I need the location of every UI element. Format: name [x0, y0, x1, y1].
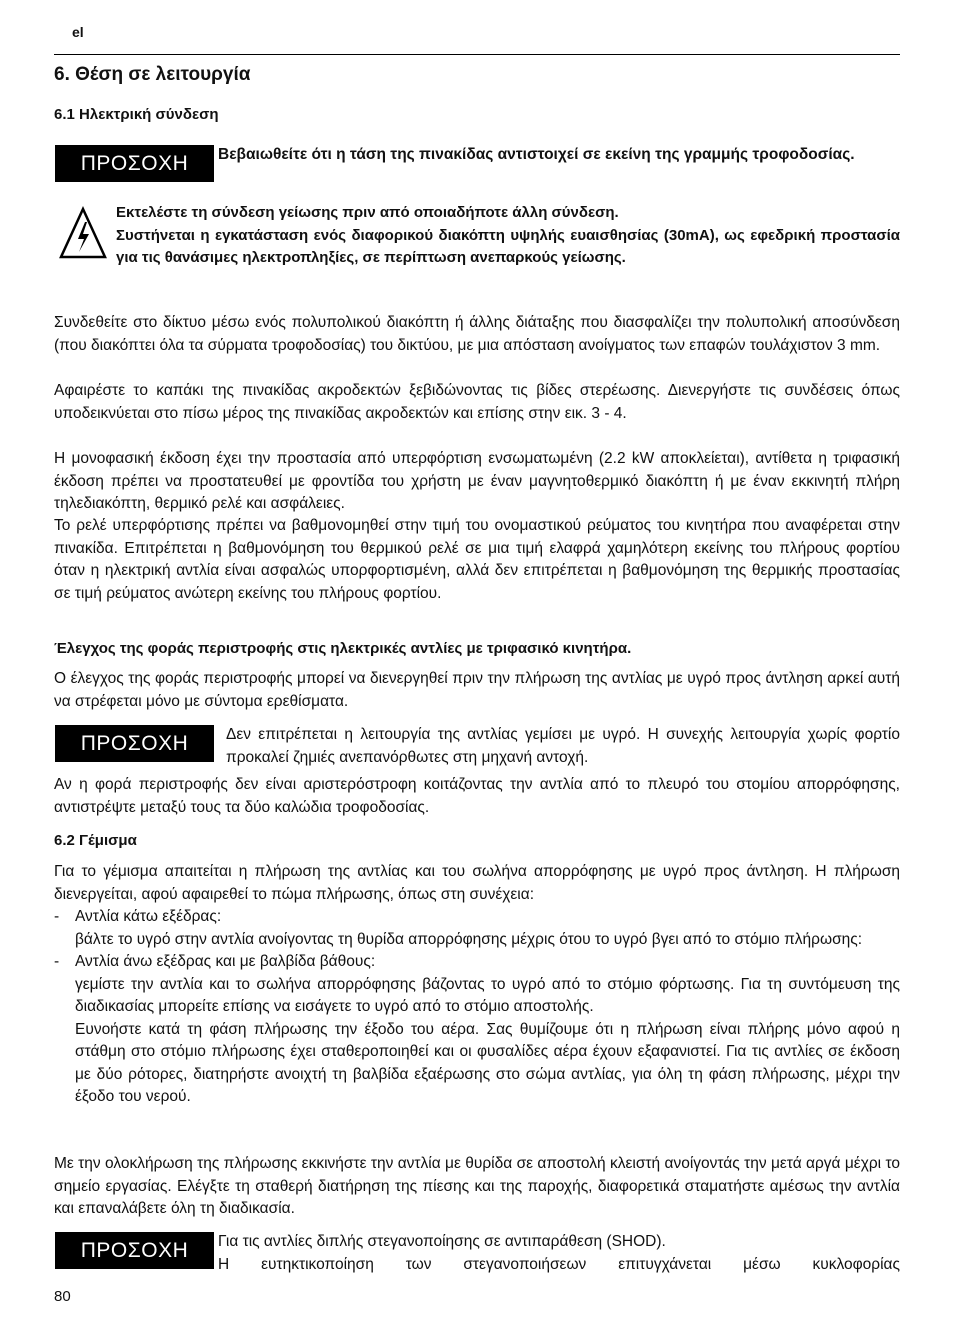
earth-connection-warning: Εκτελέστε τη σύνδεση γείωσης πριν από οποιαδήποτε άλλη σύνδεση.	[116, 204, 619, 221]
subsection-title-filling: 6.2 Γέμισμα	[54, 832, 137, 849]
paragraph-reverse-rotation: Αν η φορά περιστροφής δεν είναι αριστερόστροφη κοιτάζοντας την αντλία από το πλευρό του στομίου απορρόφησης, αντιστρέψτε μεταξύ τους τα δύο καλώδια τροφοδοσίας.	[54, 776, 900, 816]
list-item-body: γεμίστε την αντλία και το σωλήνα απορρόφησης βάζοντας το υγρό από το στόμιο φόρτωσης. Για τη συντόμευση της διαδικασίας μπορείτε επίσης να εισάγετε το υγρό από το στόμιο αποστολής.	[75, 975, 900, 1015]
list-item-heading: Αντλία κάτω εξέδρας:	[75, 908, 222, 925]
list-item: - Αντλία άνω εξέδρας και με βαλβίδα βάθους: γεμίστε την αντλία και το σωλήνα απορρόφησης βάζοντας το υγρό από το στόμιο φόρτωσης. Για τη συντόμευση της διαδικασίας μπορείτε επίσης να εισάγετε το υγρό από το στόμιο αποστολής. Ευνοήστε κατά τη φάση πλήρωσης την έξοδο του αέρα. Σας θυμίζουμε ότι η πλήρωση είναι πλήρης μόνο αφού η στάθμη στο στόμιο πλήρωσης έχει σταθεροποιηθεί και οι φυσαλίδες αέρα έχουν εξαφανιστεί. Για τις αντλίες σε έκδοση με δύο ρότορες, διατηρήστε ανοιχτή τη βαλβίδα εξαέρωσης στο σώμα αντλίας, για όλη τη φάση πλήρωσης, μέχρι την έξοδο του νερού.	[54, 951, 900, 1109]
paragraph-after-filling: Με την ολοκλήρωση της πλήρωσης εκκινήστε την αντλία με θυρίδα σε αποστολή κλειστή ανοίγοντάς την μετά αργά μέχρι το σημείο εργασίας. Ελέγξτε τη σταθερή διατήρηση της πίεσης και της παροχής, διαφορετικά σταματήστε αμέσως την αντλία και επαναλάβετε όλη τη διαδικασία.	[54, 1155, 900, 1217]
caution-text-shod	[218, 1231, 900, 1276]
page-number: 80	[54, 1288, 71, 1305]
paragraph-terminal-board: Αφαιρέστε το καπάκι της πινακίδας ακροδεκτών ξεβιδώνοντας τις βίδες στερέωσης. Διενεργήστε τις συνδέσεις όπως υποδεικνύεται στο πίσω μέρος της πινακίδας ακροδεκτών και επίσης στην εικ. 3 - 4.	[54, 382, 900, 422]
caution-badge: ΠΡΟΣΟΧΗ	[55, 145, 214, 182]
caution-text-voltage: Βεβαιωθείτε ότι η τάση της πινακίδας αντιστοιχεί σε εκείνη της γραμμής τροφοδοσίας.	[218, 146, 855, 163]
subsection-title-electrical: 6.1 Ηλεκτρική σύνδεση	[54, 106, 219, 123]
section-title: 6. Θέση σε λειτουργία	[54, 64, 251, 85]
filling-methods-list	[54, 906, 900, 1109]
differential-switch-warning: Συστήνεται η εγκατάσταση ενός διαφορικού διακόπτη υψηλής ευαισθησίας (30mA), ως εφεδρική προστασία για τις θανάσιμες ηλεκτροπληξίες, σε περίπτωση ανεπαρκούς γείωσης.	[116, 226, 900, 266]
electrical-warning	[116, 202, 900, 270]
list-item-body: Ευνοήστε κατά τη φάση πλήρωσης την έξοδο του αέρα. Σας θυμίζουμε ότι η πλήρωση είναι πλήρης μόνο αφού η στάθμη στο στόμιο πλήρωσης έχει σταθεροποιηθεί και οι φυσαλίδες αέρα έχουν εξαφανιστεί. Για τις αντλίες σε έκδοση με δύο ρότορες, διατηρήστε ανοιχτή τη βαλβίδα εξαέρωσης στο σώμα αντλίας, για όλη τη φάση πλήρωσης, μέχρι την έξοδο του νερού.	[75, 1020, 900, 1105]
list-item-heading: Αντλία άνω εξέδρας και με βαλβίδα βάθους:	[75, 953, 376, 970]
list-item: - Αντλία κάτω εξέδρας: βάλτε το υγρό στην αντλία ανοίγοντας τη θυρίδα απορρόφησης μέχρις ότου το υγρό βγει από το στόμιο πλήρωσης:	[54, 906, 900, 951]
caution-badge: ΠΡΟΣΟΧΗ	[55, 725, 214, 762]
language-code: el	[72, 24, 84, 40]
paragraph-filling-intro: Για το γέμισμα απαιτείται η πλήρωση της αντλίας και του σωλήνα απορρόφησης με υγρό προς άντληση. Η πλήρωση διενεργείται, αφού αφαιρεθεί το πώμα πλήρωσης, όπως στη συνέχεια:	[54, 863, 900, 903]
caution-text-dry-run: Δεν επιτρέπεται η λειτουργία της αντλίας γεμίσει με υγρό. Η συνεχής λειτουργία χωρίς φορτίο προκαλεί ζημιές ανεπανόρθωτες στη μηχανή αντοχή.	[226, 726, 900, 766]
shod-line-1: Για τις αντλίες διπλής στεγανοποίησης σε αντιπαράθεση (SHOD).	[218, 1233, 666, 1250]
caution-badge: ΠΡΟΣΟΧΗ	[55, 1232, 214, 1269]
list-item-body: βάλτε το υγρό στην αντλία ανοίγοντας τη θυρίδα απορρόφησης μέχρις ότου το υγρό βγει από το στόμιο πλήρωσης:	[75, 930, 863, 948]
electric-hazard-icon	[58, 206, 108, 260]
paragraph-overload-protection: Η μονοφασική έκδοση έχει την προστασία από υπερφόρτιση ενσωματωμένη (2.2 kW αποκλείεται), αντίθετα η τριφασική έκδοση πρέπει να προστατευθεί με φροντίδα του χρήστη με έναν μαγνητοθερμικό διακόπτη ή με έναν εκκινητή πλήρη τηλεδιακόπτη, θερμικό ρελέ και ασφάλειες.	[54, 450, 900, 512]
paragraph-rotation-check: Ο έλεγχος της φοράς περιστροφής μπορεί να διενεργηθεί πριν την πλήρωση της αντλίας με υγρό προς άντληση αρκεί αυτή να στρέφεται μόνο με σύντομα ερεθίσματα.	[54, 670, 900, 710]
paragraph-mains-connection: Συνδεθείτε στο δίκτυο μέσω ενός πολυπολικού διακόπτη ή άλλης διάταξης που διασφαλίζει την πολυπολική αποσύνδεση (που διακόπτει όλα τα σύρματα τροφοδοσίας) του δικτύου, με μια απόσταση ανοίγματος των επαφών τουλάχιστον 3 mm.	[54, 314, 900, 354]
shod-line-2: Η ευτηκτικοποίηση των στεγανοποιήσεων επιτυγχάνεται μέσω κυκλοφορίας	[218, 1255, 900, 1273]
header-divider	[54, 54, 900, 55]
paragraph-overload-relay: Το ρελέ υπερφόρτισης πρέπει να βαθμονομηθεί στην τιμή του ονομαστικού ρεύματος του κινητήρα που αναφέρεται στην πινακίδα. Επιτρέπεται η βαθμονόμηση του θερμικού ρελέ σε μια τιμή ελαφρά χαμηλότερη εκείνης του πλήρους φορτίου όταν η ηλεκτρική αντλία είναι ασφαλώς υπορφορτισμένη, αλλά δεν επιτρέπεται η βαθμονόμηση της θερμικής προστασίας σε τιμή ρεύματος ανώτερη εκείνης του πλήρους φορτίου.	[54, 517, 900, 602]
rotation-check-title: Έλεγχος της φοράς περιστροφής στις ηλεκτρικές αντλίες με τριφασικό κινητήρα.	[54, 640, 632, 657]
